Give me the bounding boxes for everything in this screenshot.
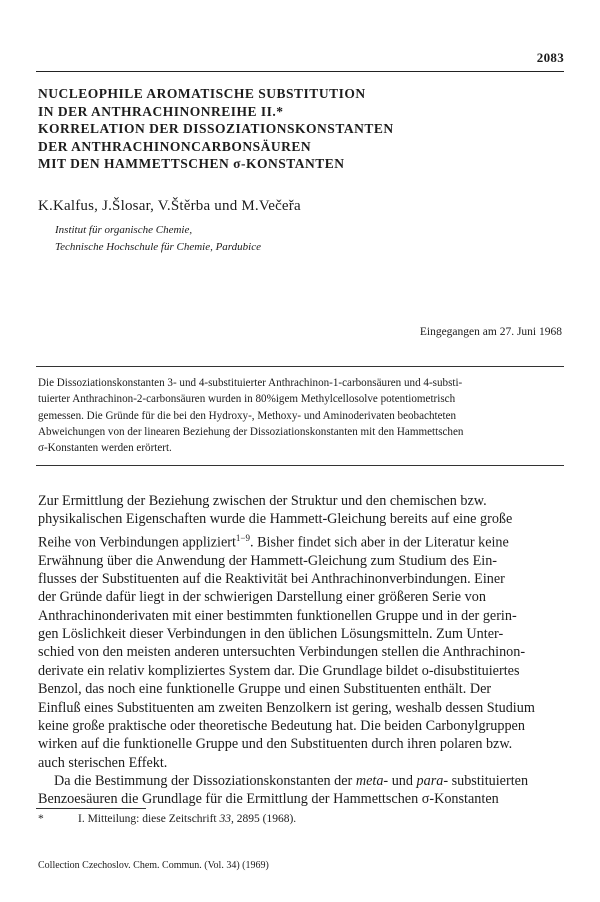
footnote-mark: * bbox=[38, 813, 44, 825]
footnote bbox=[38, 813, 296, 825]
body-line: der Gründe dafür liegt in der schwierigen Darstellung einer größeren Serie von bbox=[38, 589, 486, 606]
footnote-text: 2895 (1968). bbox=[233, 813, 297, 825]
italic-term-para: para- bbox=[416, 772, 449, 789]
body-text-segment: und bbox=[388, 772, 417, 789]
body-text-segment: . Bisher findet sich aber in der Literatur keine bbox=[250, 534, 509, 551]
abstract-bottom-rule bbox=[36, 465, 564, 466]
title-line: IN DER ANTHRACHINONREIHE II.* bbox=[38, 103, 284, 119]
body-text-segment: Reihe von Verbindungen appliziert bbox=[38, 534, 236, 551]
body-line: wirken auf die funktionelle Gruppe und den Substituenten durch ihren polaren bzw. bbox=[38, 736, 513, 753]
body-line: derivate ein relativ kompliziertes System dar. Die Grundlage bildet o-disubstituiertes bbox=[38, 662, 520, 679]
body-line: physikalischen Eigenschaften wurde die Hammett-Gleichung bereits auf eine große bbox=[38, 511, 513, 528]
body-line: Erwähnung über die Anwendung der Hammett-Gleichung zum Studium des Ein- bbox=[38, 552, 498, 569]
body-text bbox=[38, 492, 562, 809]
article-title bbox=[38, 85, 568, 173]
affiliation-line: Technische Hochschule für Chemie, Pardubice bbox=[55, 241, 262, 253]
abstract-line: Abweichungen von der linearen Beziehung der Dissoziationskonstanten mit den Hammettschen bbox=[38, 425, 464, 438]
footnote-text: I. Mitteilung: diese Zeitschrift bbox=[78, 813, 220, 825]
footnote-volume: 33, bbox=[219, 813, 234, 825]
abstract bbox=[38, 375, 562, 456]
body-line: Benzoesäuren die Grundlage für die Ermittlung der Hammettschen σ-Konstanten bbox=[38, 791, 499, 808]
title-line: DER ANTHRACHINONCARBONSÄUREN bbox=[38, 138, 312, 154]
affiliation-line: Institut für organische Chemie, bbox=[55, 224, 193, 236]
header-rule bbox=[36, 71, 564, 72]
abstract-top-rule bbox=[36, 366, 564, 367]
abstract-line: Die Dissoziationskonstanten 3- und 4-substituierter Anthrachinon-1-carbonsäuren und 4-substi- bbox=[38, 377, 463, 389]
body-line: gen Löslichkeit dieser Verbindungen in den üblichen Lösungsmitteln. Zum Unter- bbox=[38, 626, 504, 643]
title-line: NUCLEOPHILE AROMATISCHE SUBSTITUTION bbox=[38, 86, 366, 101]
journal-citation: Collection Czechoslov. Chem. Commun. (Vol. 34) (1969) bbox=[38, 860, 269, 871]
body-line: auch sterischen Effekt. bbox=[38, 754, 168, 771]
affiliation bbox=[55, 222, 261, 256]
body-line: flusses der Substituenten auf die Reaktivität bei Anthrachinonverbindungen. Einer bbox=[38, 571, 505, 588]
title-line: KORRELATION DER DISSOZIATIONSKONSTANTEN bbox=[38, 121, 394, 136]
body-line: Anthrachinonderivaten mit einer bestimmten funktionellen Gruppe und in der gerin- bbox=[38, 607, 517, 624]
body-line bbox=[38, 772, 562, 790]
body-line: schied von den meisten anderen untersuchten Verbindungen stellen die Anthrachinon- bbox=[38, 644, 526, 661]
body-line bbox=[38, 529, 562, 552]
abstract-line: σ-Konstanten werden erörtert. bbox=[38, 442, 172, 455]
abstract-line: gemessen. Die Gründe für die bei den Hydroxy-, Methoxy- und Aminoderivaten beobachteten bbox=[38, 409, 457, 422]
body-text-segment: Da die Bestimmung der Dissoziationskonstanten der bbox=[54, 772, 356, 789]
citation-superscript: 1−9 bbox=[235, 532, 250, 543]
italic-term-meta: meta- bbox=[355, 772, 389, 789]
body-text-segment: substituierten bbox=[448, 772, 529, 789]
received-date: Eingegangen am 27. Juni 1968 bbox=[419, 326, 562, 338]
abstract-line: tuierter Anthrachinon-2-carbonsäuren wurden in 80%igem Methylcellosolve potentiometrisch bbox=[38, 393, 456, 406]
body-line: keine große praktische oder theoretische Bedeutung hat. Die beiden Carbonylgruppen bbox=[38, 717, 525, 734]
page-number: 2083 bbox=[536, 50, 564, 65]
body-line: Zur Ermittlung der Beziehung zwischen der Struktur und den chemischen bzw. bbox=[38, 493, 487, 509]
body-line: Benzol, das noch eine funktionelle Gruppe und einen Substituenten enthält. Der bbox=[38, 681, 492, 698]
title-line: MIT DEN HAMMETTSCHEN σ-KONSTANTEN bbox=[38, 156, 345, 171]
body-line: Einfluß eines Substituenten am zweiten Benzolkern ist gering, weshalb dessen Studium bbox=[38, 699, 535, 716]
footnote-rule bbox=[36, 808, 146, 809]
authors: K.Kalfus, J.Šlosar, V.Štěrba und M.Večeřa bbox=[38, 198, 301, 214]
